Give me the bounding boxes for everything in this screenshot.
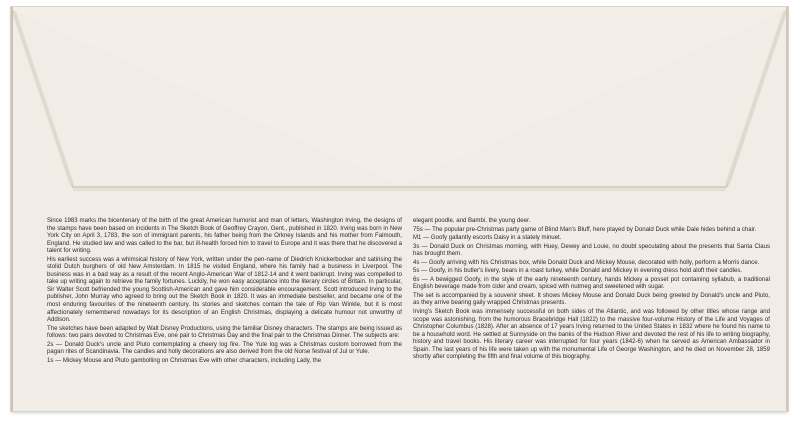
- paragraph: 75s — The popular pre-Christmas party game of Blind Man's Bluff, here played by Donald Duck while Dale hides behind a chair.: [413, 226, 757, 233]
- paragraph: Irving's Sketch Book was immensely successful on both sides of the Atlantic, and was followed by other titles whose range and scope was astonishing, from the humorous Bracebridge Hall (1822) to the massive four-volume History of the Life and Voyages of Christopher Columbus (1828). After an absence of 17 years Irving returned to the United States in 1832 where he found his name to be a household word. He settled at Sunnyside on the banks of the Hudson River and devoted the rest of his life to writing biography, history and travel books. His literary career was interrupted for four years (1842-6) when he served as American Ambassador in Spain. The last years of his life were taken up with the monumental Life of George Washington, and he died on November 28, 1859 shortly after completing the fifth and final volume of this biography.: [413, 309, 770, 361]
- text-column-right: [413, 218, 770, 363]
- paragraph: The set is accompanied by a souvenir sheet. It shows Mickey Mouse and Donald Duck being greeted by Donald's uncle and Pluto, as they arrive bearing gaily wrapped Christmas presents.: [413, 292, 770, 307]
- paragraph: 1s — Mickey Mouse and Pluto gambolling on Christmas Eve with other characters, including Lady, the: [47, 357, 322, 364]
- paragraph: 2s — Donald Duck's uncle and Pluto contemplating a cheery log fire. The Yule log was a Christmas custom borrowed from the pagan rites of Scandinavia. The candles and holly decorations are also derived from the old Norse festival of Jul or Yule.: [47, 341, 402, 356]
- paragraph: 6s — A bewigged Goofy, in the style of the early nineteenth century, hands Mickey a posset pot containing syllabub, a traditional English beverage made from cider and cream, spiced with nutmeg and sweetened with sugar.: [413, 276, 770, 291]
- paragraph: 4s — Goofy arriving with his Christmas box, while Donald Duck and Mickey Mouse, decorated with holly, perform a Morris dance.: [413, 259, 760, 266]
- paragraph: 3s — Donald Duck on Christmas morning, with Huey, Dewey and Louie, no doubt speculating about the presents that Santa Claus has brought them.: [413, 243, 770, 258]
- text-column-left: [47, 218, 402, 366]
- envelope-back: [11, 7, 788, 411]
- paragraph: The sketches have been adapted by Walt Disney Productions, using the familiar Disney characters. The stamps are being issued as follows: two pairs devoted to Christmas Eve, one pair to Christmas Day and the final pair to the Christmas Dinner. The subjects are:: [47, 325, 402, 340]
- paragraph: elegant poodle, and Bambi, the young deer.: [413, 218, 531, 224]
- envelope-right-edge: [786, 7, 788, 411]
- envelope-left-edge: [11, 7, 13, 411]
- paragraph: M1 — Goofy gallantly escorts Daisy in a stately minuet.: [413, 235, 562, 242]
- paragraph: Since 1983 marks the bicentenary of the birth of the great American humorist and man of letters, Washington Irving, the designs of the stamps have been based on incidents in The Sketch Book of Geoffrey Crayon, Gent., published in 1820. Irving was born in New York City on April 3, 1783, the son of immigrant parents, his father being from the Orkney Islands and his mother from Falmouth, England. He studied law and was called to the bar, but ill-health forced him to travel to Europe and it was there that he discovered a talent for writing.: [47, 218, 402, 255]
- paragraph: His earliest success was a whimsical history of New York, written under the pen-name of Diedrich Knickerbocker and satirising the stolid Dutch burghers of old New Amsterdam. In 1815 he visited England, where his family had a business in Liverpool. The business was in a bad way as a result of the recent Anglo-American War of 1812-14 and it went bankrupt. Irving was compelled to take up writing again to retrieve the family fortunes. Luckily, he won easy acceptance into the literary circles of Britain. In particular, Sir Walter Scott befriended the young Scottish-American and gave him considerable encouragement. Scott introduced Irving to the publisher, John Murray who agreed to bring out the Sketch Book in 1820. It was an immediate bestseller, and became one of the most enduring favourites of the nineteenth century. Its stories and sketches contain the tale of Rip Van Winkle, but it is most affectionately remembered nowadays for its description of an English Christmas, displaying a delicate humour not unworthy of Addison.: [47, 256, 402, 324]
- paragraph: 5s — Goofy, in his butler's livery, bears in a roast turkey, while Donald and Mickey in evening dress hold aloft their candles.: [413, 268, 743, 275]
- stamp-description-text: [47, 218, 787, 418]
